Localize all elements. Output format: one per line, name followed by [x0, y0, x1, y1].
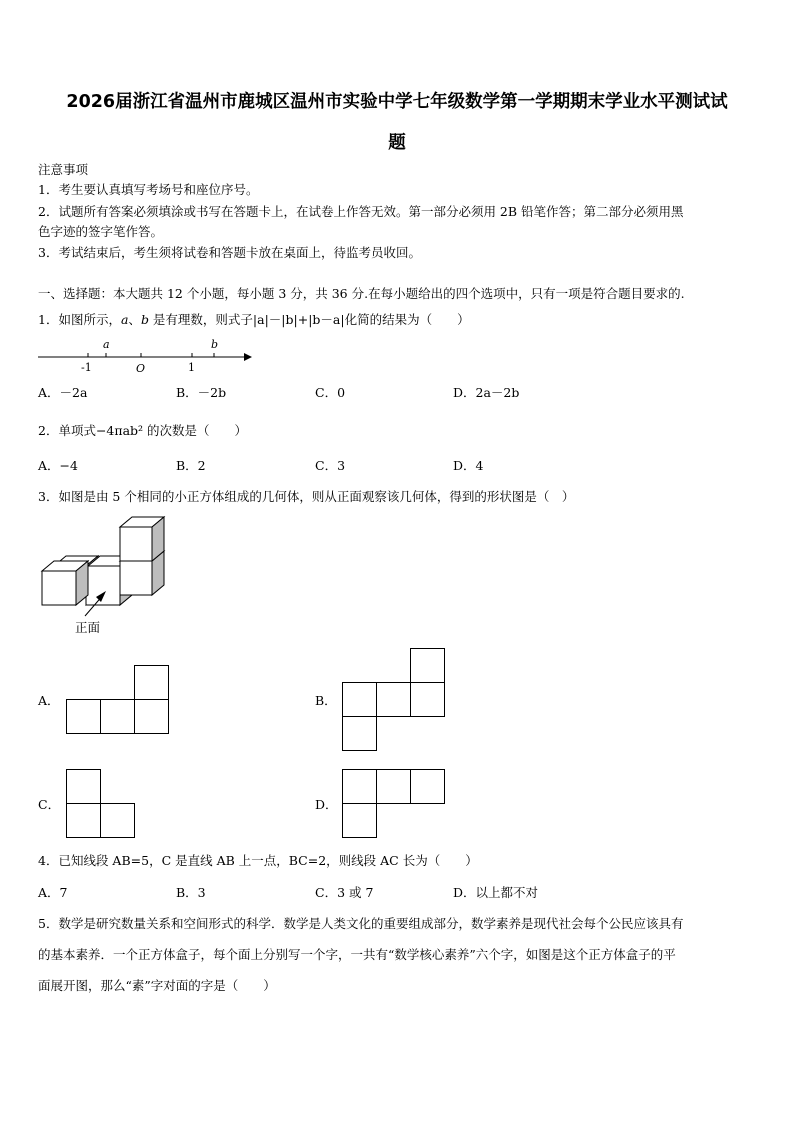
q1-var-a: a — [120, 312, 129, 327]
q4-option-d: D．以上都不对 — [453, 885, 539, 900]
question-1 — [38, 312, 470, 328]
q1-sep: 、 — [128, 312, 141, 327]
q3-option-d-shape — [342, 769, 452, 844]
q1-option-d: D．2a－2b — [453, 385, 520, 400]
q1-option-c: C．0 — [315, 385, 346, 400]
question-2: 2．单项式−4πab² 的次数是（ ） — [38, 423, 248, 438]
q2-option-d: D．4 — [453, 458, 484, 473]
notice-item-2: 2．试题所有答案必须填涂或书写在答题卡上，在试卷上作答无效。第一部分必须用 2B 铅笔作答；第二部分必须用黑 — [38, 204, 684, 219]
notice-item-2-cont: 色字迹的签字笔作答。 — [38, 224, 164, 239]
q2-option-a: A．−4 — [38, 458, 78, 473]
notice-heading: 注意事项 — [38, 162, 89, 177]
q1-option-b: B．－2b — [176, 385, 227, 400]
number-line — [36, 336, 256, 376]
numberline-label-b: b — [211, 338, 219, 351]
question-5-line3: 面展开图，那么“素”字对面的字是（ ） — [38, 978, 276, 993]
exam-title-line1: 2026届浙江省温州市鹿城区温州市实验中学七年级数学第一学期期末学业水平测试试 — [66, 92, 728, 112]
section-heading: 一、选择题：本大题共 12 个小题，每小题 3 分，共 36 分.在每小题给出的四个选项中，只有一项是符合题目要求的. — [38, 286, 685, 301]
q2-option-c: C．3 — [315, 458, 346, 473]
question-4: 4．已知线段 AB=5，C 是直线 AB 上一点，BC=2，则线段 AC 长为（ ） — [38, 853, 478, 868]
q3-option-d-label: D． — [315, 797, 338, 812]
q4-option-b: B．3 — [176, 885, 206, 900]
q3-option-b-shape — [342, 648, 452, 758]
q3-option-c-label: C． — [38, 797, 61, 812]
q1-rest: 是有理数，则式子|a|－|b|+|b－a|化简的结果为（ ） — [148, 312, 470, 327]
numberline-tick-1: 1 — [188, 361, 195, 374]
q1-prefix: 1．如图所示， — [38, 312, 121, 327]
exam-title-line2: 题 — [388, 133, 406, 153]
notice-item-3: 3．考试结束后，考生须将试卷和答题卡放在桌面上，待监考员收回。 — [38, 245, 421, 260]
q1-var-b: b — [140, 312, 149, 327]
q4-option-a: A．7 — [38, 885, 68, 900]
q3-option-c-shape — [66, 769, 146, 844]
front-label: 正面 — [75, 620, 101, 635]
question-3: 3．如图是由 5 个相同的小正方体组成的几何体，则从正面观察该几何体，得到的形状图是（ ） — [38, 489, 575, 504]
numberline-origin: O — [136, 362, 146, 375]
q1-option-a: A．－2a — [38, 385, 88, 400]
question-5-line2: 的基本素养．一个正方体盒子，每个面上分别写一个字，一共有“数学核心素养”六个字，如图是这个正方体盒子的平 — [38, 947, 676, 962]
q2-option-b: B．2 — [176, 458, 206, 473]
question-5-line1: 5．数学是研究数量关系和空间形式的科学．数学是人类文化的重要组成部分，数学素养是现代社会每个公民应该具有 — [38, 916, 684, 931]
q3-option-b-label: B． — [315, 693, 337, 708]
numberline-label-a: a — [103, 338, 110, 351]
q3-option-a-shape — [66, 665, 176, 740]
q3-option-a-label: A． — [38, 693, 60, 708]
notice-item-1: 1．考生要认真填写考场号和座位序号。 — [38, 182, 259, 197]
cube-figure — [38, 514, 178, 614]
numberline-tick-minus1: -1 — [81, 361, 92, 374]
q4-option-c: C．3 或 7 — [315, 885, 374, 900]
